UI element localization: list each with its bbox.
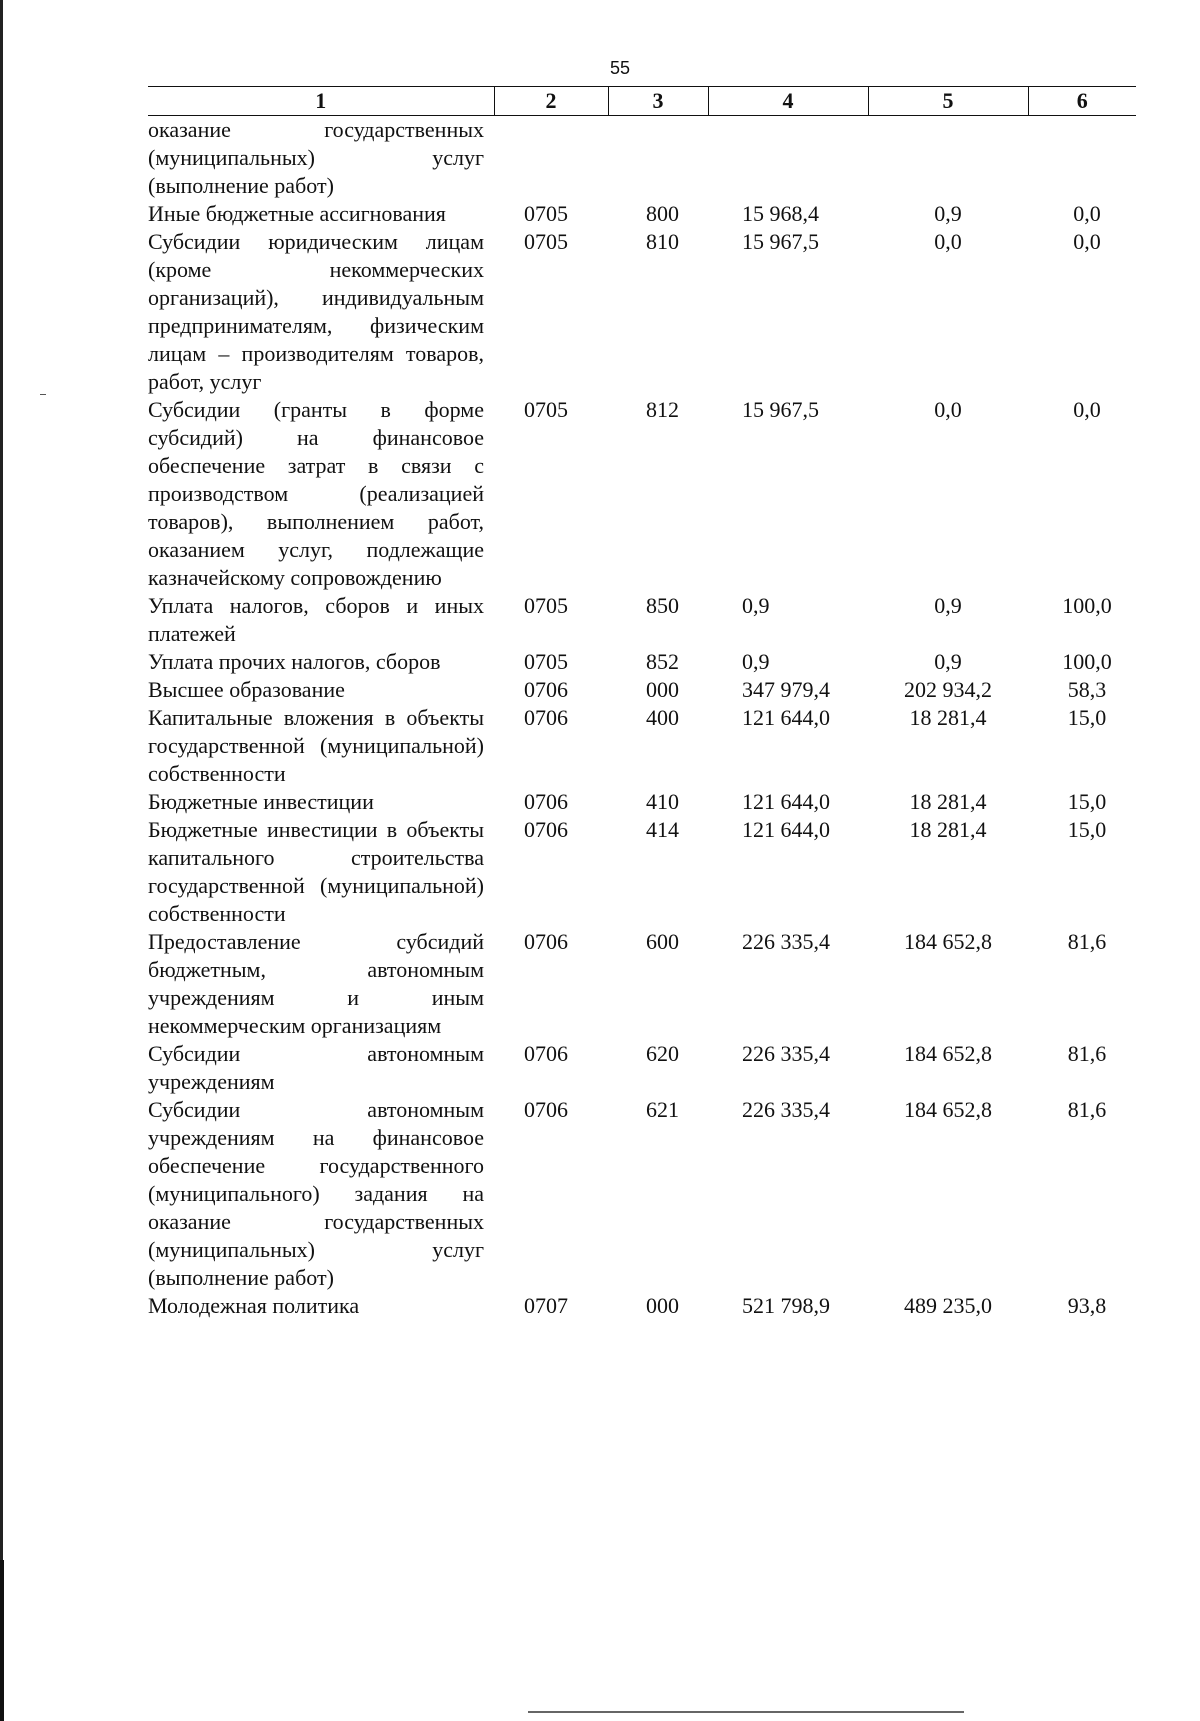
header-col-4: 4 xyxy=(708,87,868,116)
row-section-code: 0706 xyxy=(524,929,568,954)
row-expense-type xyxy=(608,116,708,201)
row-section-code: 0707 xyxy=(524,1293,568,1318)
row-expense-type: 621 xyxy=(646,1097,679,1122)
row-percent: 81,6 xyxy=(1067,1097,1107,1122)
row-planned: 15 968,4 xyxy=(742,201,819,226)
row-percent: 81,6 xyxy=(1067,929,1107,954)
row-planned: 0,9 xyxy=(742,649,770,674)
row-planned: 521 798,9 xyxy=(742,1293,830,1318)
header-col-3: 3 xyxy=(608,87,708,116)
budget-table xyxy=(148,86,1136,1320)
row-planned: 347 979,4 xyxy=(742,677,830,702)
row-executed: 489 235,0 xyxy=(904,1293,992,1318)
table-row xyxy=(148,928,1136,1040)
row-percent: 15,0 xyxy=(1067,705,1107,730)
row-expense-type: 810 xyxy=(646,229,679,254)
row-section-code xyxy=(494,116,608,201)
row-planned: 121 644,0 xyxy=(742,789,830,814)
row-name: Субсидии (гранты в форме субсидий) на финансовое обеспечение затрат в связи с производством (реализацией товаров), выполнением работ, оказанием услуг, подлежащие казначейскому сопровождению xyxy=(148,397,484,590)
row-name: Иные бюджетные ассигнования xyxy=(148,201,446,226)
row-executed: 0,0 xyxy=(934,397,962,422)
row-expense-type: 400 xyxy=(646,705,679,730)
table-row xyxy=(148,116,1136,201)
row-expense-type: 852 xyxy=(646,649,679,674)
row-executed: 18 281,4 xyxy=(909,705,987,730)
row-planned: 226 335,4 xyxy=(742,1097,830,1122)
row-planned: 226 335,4 xyxy=(742,929,830,954)
row-planned: 0,9 xyxy=(742,593,770,618)
scan-stray-mark xyxy=(40,394,46,395)
row-section-code: 0706 xyxy=(524,817,568,842)
row-name: Высшее образование xyxy=(148,677,345,702)
row-percent: 0,0 xyxy=(1073,229,1101,254)
row-percent: 93,8 xyxy=(1067,1293,1107,1318)
row-name: Субсидии автономным учреждениям на финансовое обеспечение государственного (муниципального) задания на оказание государственных (муниципальных) услуг (выполнение работ) xyxy=(148,1097,484,1290)
row-planned: 121 644,0 xyxy=(742,817,830,842)
row-percent: 81,6 xyxy=(1067,1041,1107,1066)
row-name: Бюджетные инвестиции xyxy=(148,789,374,814)
row-percent: 100,0 xyxy=(1062,649,1112,674)
row-executed: 0,9 xyxy=(934,201,962,226)
row-planned: 121 644,0 xyxy=(742,705,830,730)
row-executed: 0,9 xyxy=(934,649,962,674)
row-section-code: 0705 xyxy=(524,593,568,618)
row-executed: 18 281,4 xyxy=(909,789,987,814)
row-name: Субсидии юридическим лицам (кроме некоммерческих организаций), индивидуальным предпринимателям, физическим лицам – производителям товаров, работ, услуг xyxy=(148,229,484,394)
row-name: Бюджетные инвестиции в объекты капитального строительства государственной (муниципальной) собственности xyxy=(148,817,484,926)
header-col-6: 6 xyxy=(1028,87,1136,116)
row-expense-type: 414 xyxy=(646,817,679,842)
row-expense-type: 812 xyxy=(646,397,679,422)
row-planned: 15 967,5 xyxy=(742,397,819,422)
row-expense-type: 600 xyxy=(646,929,679,954)
row-section-code: 0706 xyxy=(524,1097,568,1122)
row-planned: 226 335,4 xyxy=(742,1041,830,1066)
row-executed: 202 934,2 xyxy=(904,677,992,702)
row-name: Молодежная политика xyxy=(148,1293,360,1318)
row-expense-type: 800 xyxy=(646,201,679,226)
row-executed: 0,9 xyxy=(934,593,962,618)
header-col-2: 2 xyxy=(494,87,608,116)
row-percent xyxy=(1028,116,1136,201)
row-section-code: 0705 xyxy=(524,229,568,254)
row-executed: 184 652,8 xyxy=(904,1097,992,1122)
table-row xyxy=(148,1040,1136,1096)
row-section-code: 0705 xyxy=(524,649,568,674)
row-expense-type: 000 xyxy=(646,677,679,702)
table-row xyxy=(148,396,1136,592)
row-section-code: 0705 xyxy=(524,397,568,422)
table-row xyxy=(148,704,1136,788)
row-section-code: 0706 xyxy=(524,789,568,814)
row-expense-type: 000 xyxy=(646,1293,679,1318)
header-col-1: 1 xyxy=(148,87,494,116)
page-number: 55 xyxy=(609,58,631,78)
row-expense-type: 620 xyxy=(646,1041,679,1066)
table-row xyxy=(148,592,1136,648)
table-row xyxy=(148,200,1136,228)
row-section-code: 0706 xyxy=(524,1041,568,1066)
scan-left-edge xyxy=(0,0,3,1721)
row-executed: 184 652,8 xyxy=(904,1041,992,1066)
row-section-code: 0706 xyxy=(524,705,568,730)
row-percent: 58,3 xyxy=(1067,677,1107,702)
row-planned xyxy=(708,116,868,201)
row-name: Предоставление субсидий бюджетным, автономным учреждениям и иным некоммерческим организациям xyxy=(148,929,484,1038)
header-col-5: 5 xyxy=(868,87,1028,116)
row-percent: 0,0 xyxy=(1073,397,1101,422)
row-name: Уплата прочих налогов, сборов xyxy=(148,649,441,674)
page-bottom-rule xyxy=(528,1711,964,1713)
row-expense-type: 410 xyxy=(646,789,679,814)
table-row xyxy=(148,1096,1136,1292)
scan-binding-mark xyxy=(0,1560,4,1721)
row-section-code: 0705 xyxy=(524,201,568,226)
row-name: Уплата налогов, сборов и иных платежей xyxy=(148,593,484,646)
row-executed xyxy=(868,116,1028,201)
row-planned: 15 967,5 xyxy=(742,229,819,254)
table-row xyxy=(148,788,1136,816)
row-name: Субсидии автономным учреждениям xyxy=(148,1041,484,1094)
row-percent: 15,0 xyxy=(1067,789,1107,814)
row-name: Капитальные вложения в объекты государственной (муниципальной) собственности xyxy=(148,705,484,786)
row-section-code: 0706 xyxy=(524,677,568,702)
row-name: оказание государственных (муниципальных) услуг (выполнение работ) xyxy=(148,117,484,198)
table-row xyxy=(148,228,1136,396)
row-executed: 0,0 xyxy=(934,229,962,254)
table-header-row xyxy=(148,87,1136,116)
table-row xyxy=(148,1292,1136,1320)
row-percent: 0,0 xyxy=(1073,201,1101,226)
row-percent: 15,0 xyxy=(1067,817,1107,842)
row-executed: 18 281,4 xyxy=(909,817,987,842)
table-row xyxy=(148,816,1136,928)
row-executed: 184 652,8 xyxy=(904,929,992,954)
row-percent: 100,0 xyxy=(1062,593,1112,618)
table-row xyxy=(148,648,1136,676)
row-expense-type: 850 xyxy=(646,593,679,618)
table-row xyxy=(148,676,1136,704)
